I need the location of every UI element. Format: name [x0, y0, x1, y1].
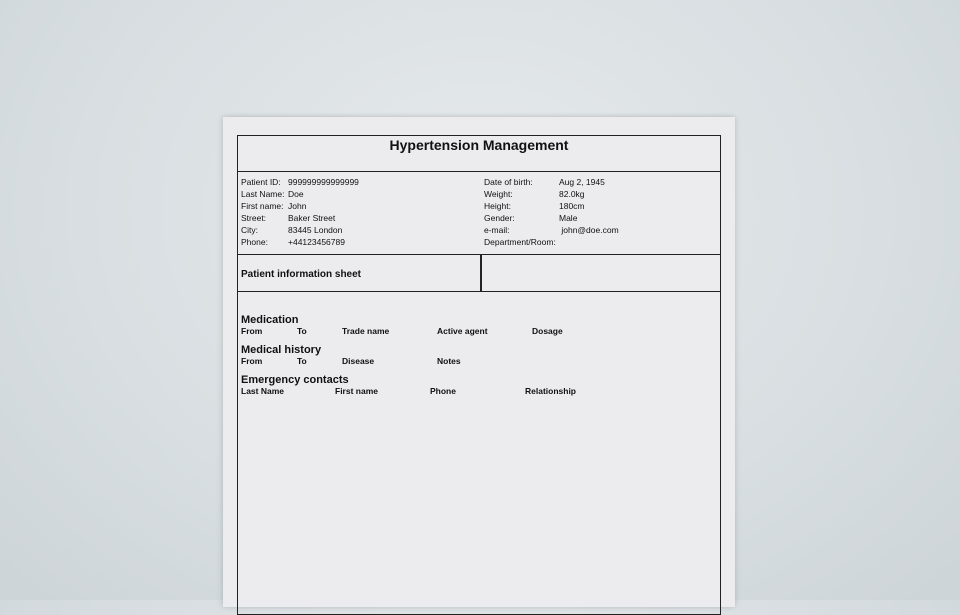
email-field [484, 224, 619, 236]
field-value: 999999999999999 [288, 177, 359, 187]
field-value: Aug 2, 1945 [559, 177, 605, 187]
last-name-field [241, 188, 359, 200]
field-label: e-mail: [484, 225, 510, 235]
column-header: Phone [430, 386, 456, 396]
sheet-label: Patient information sheet [241, 269, 362, 280]
medication-headers [241, 326, 720, 336]
field-label: First name: [241, 201, 284, 211]
field-value: Doe [288, 189, 304, 199]
sheet-divider [480, 255, 482, 291]
column-header: Relationship [525, 386, 577, 396]
field-value: Male [559, 213, 578, 223]
column-header: Trade name [342, 326, 390, 336]
column-header: From [241, 326, 263, 336]
medical-history-headers [241, 356, 720, 366]
field-label: Department/Room: [484, 237, 556, 247]
field-label: Street: [241, 213, 267, 223]
form-title: Hypertension Management [238, 136, 720, 172]
date-of-birth-field [484, 176, 619, 188]
field-value: Baker Street [288, 213, 336, 223]
field-value: John [288, 201, 307, 211]
patient-details [238, 172, 720, 255]
field-value: 83445 London [288, 225, 343, 235]
weight-field [484, 188, 619, 200]
column-header: To [297, 356, 307, 366]
field-value: john@doe.com [559, 225, 619, 235]
column-header: Last Name [241, 386, 284, 396]
records-sections [238, 292, 720, 396]
medical-history-title: Medical history [241, 344, 322, 356]
first-name-field [241, 200, 359, 212]
field-value: 180cm [559, 201, 585, 211]
field-label: City: [241, 225, 258, 235]
medication-title: Medication [241, 314, 299, 326]
column-header: Dosage [532, 326, 563, 336]
sheet-label-row [238, 255, 720, 292]
field-label: Height: [484, 201, 511, 211]
patient-id-field [241, 176, 359, 188]
field-label: Weight: [484, 189, 513, 199]
emergency-contacts-title: Emergency contacts [241, 374, 349, 386]
street-field [241, 212, 359, 224]
field-label: Patient ID: [241, 177, 281, 187]
field-label: Gender: [484, 213, 515, 223]
field-value: 82.0kg [559, 189, 585, 199]
city-field [241, 224, 359, 236]
column-header: From [241, 356, 263, 366]
field-label: Last Name: [241, 189, 285, 199]
column-header: Disease [342, 356, 375, 366]
department-room-field [484, 236, 619, 248]
field-value: +44123456789 [288, 237, 345, 247]
column-header: Notes [437, 356, 461, 366]
column-header: Active agent [437, 326, 488, 336]
patient-details-left [241, 176, 359, 248]
column-header: To [297, 326, 307, 336]
emergency-contacts-headers [241, 386, 720, 396]
height-field [484, 200, 619, 212]
phone-field [241, 236, 359, 248]
field-label: Date of birth: [484, 177, 533, 187]
field-label: Phone: [241, 237, 268, 247]
column-header: First name [335, 386, 378, 396]
patient-details-right [484, 176, 619, 248]
paper-sheet [223, 117, 735, 607]
gender-field [484, 212, 619, 224]
patient-form [237, 135, 721, 615]
